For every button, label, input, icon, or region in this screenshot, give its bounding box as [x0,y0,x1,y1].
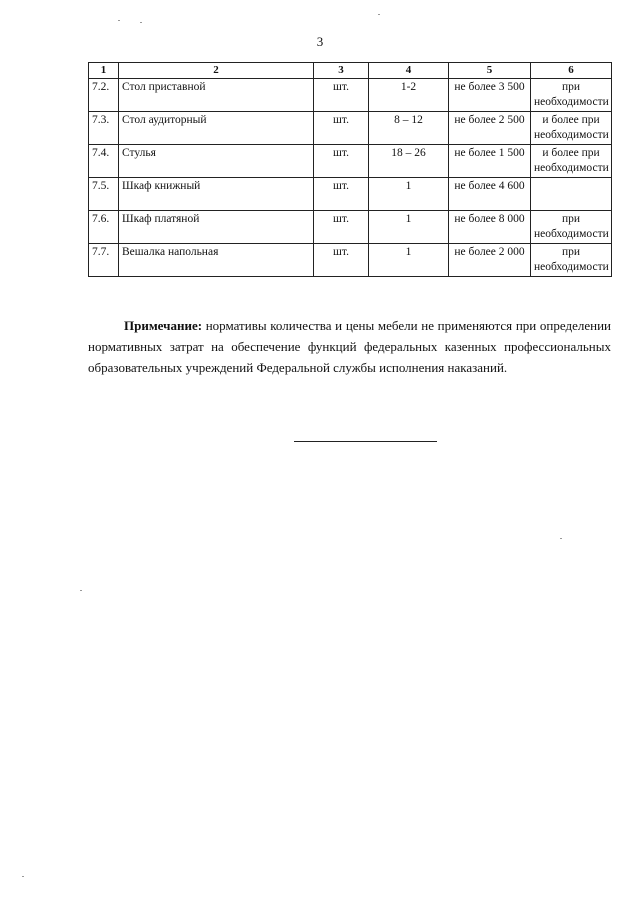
item-quantity: 8 – 12 [369,112,449,145]
item-unit: шт. [314,145,369,178]
column-header: 5 [449,63,531,79]
item-name: Вешалка напольная [119,244,314,277]
item-note [531,178,612,211]
item-price: не более 8 000 [449,211,531,244]
item-price: не более 2 000 [449,244,531,277]
item-note: при необходимости [531,211,612,244]
column-header: 1 [89,63,119,79]
column-header: 3 [314,63,369,79]
item-note: и более при необходимости [531,145,612,178]
item-number: 7.5. [89,178,119,211]
item-name: Стулья [119,145,314,178]
note-paragraph [88,315,611,378]
item-name: Стол приставной [119,79,314,112]
scan-speck [140,22,142,23]
item-quantity: 1 [369,244,449,277]
item-number: 7.7. [89,244,119,277]
item-note: при необходимости [531,79,612,112]
item-price: не более 1 500 [449,145,531,178]
item-quantity: 1 [369,178,449,211]
scan-speck [118,20,120,21]
item-price: не более 2 500 [449,112,531,145]
item-note: при необходимости [531,244,612,277]
table-row [89,211,612,244]
item-number: 7.4. [89,145,119,178]
item-unit: шт. [314,244,369,277]
page-number: 3 [316,34,324,49]
item-number: 7.2. [89,79,119,112]
table-row [89,178,612,211]
note-label: Примечание: [124,318,203,333]
item-unit: шт. [314,79,369,112]
item-number: 7.3. [89,112,119,145]
column-header: 2 [119,63,314,79]
table-row [89,145,612,178]
item-name: Стол аудиторный [119,112,314,145]
furniture-norms-table [88,62,612,277]
table-row [89,112,612,145]
item-note: и более при необходимости [531,112,612,145]
item-number: 7.6. [89,211,119,244]
table-header-row [89,63,612,79]
item-quantity: 1 [369,211,449,244]
scan-speck [378,14,380,15]
note-text: нормативы количества и цены мебели не применяются при определении нормативных затрат на обеспечение функций федеральных казенных профессиональных образовательных учреждений Федеральной службы исполнения наказаний. [88,318,611,375]
item-quantity: 1-2 [369,79,449,112]
item-unit: шт. [314,211,369,244]
table-row [89,79,612,112]
column-header: 6 [531,63,612,79]
scan-speck [80,590,82,591]
scan-speck [560,538,562,539]
scan-speck [22,876,24,877]
item-price: не более 3 500 [449,79,531,112]
closing-rule [294,441,437,442]
item-name: Шкаф книжный [119,178,314,211]
item-name: Шкаф платяной [119,211,314,244]
item-unit: шт. [314,112,369,145]
table-row [89,244,612,277]
item-quantity: 18 – 26 [369,145,449,178]
column-header: 4 [369,63,449,79]
item-price: не более 4 600 [449,178,531,211]
item-unit: шт. [314,178,369,211]
